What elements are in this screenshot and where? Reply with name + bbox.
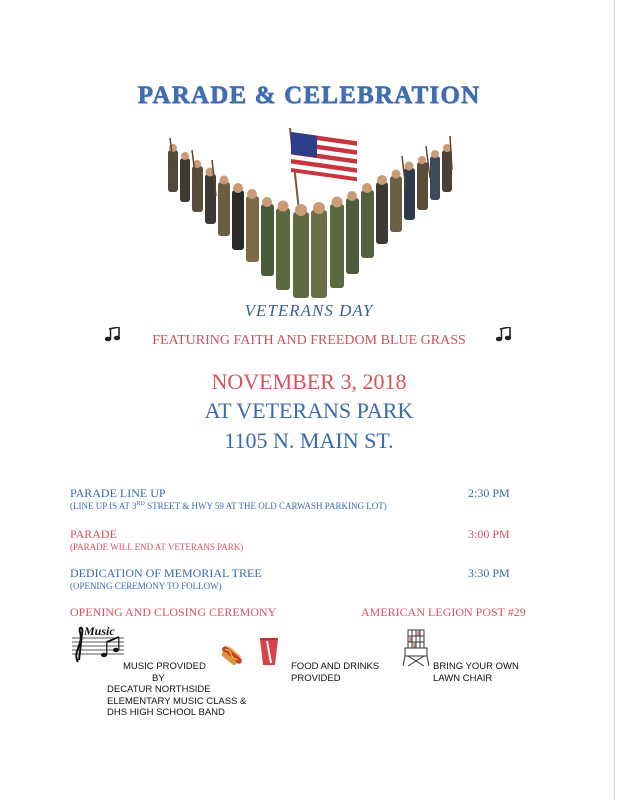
soldiers-flag-illustration bbox=[160, 120, 460, 310]
food-drinks-text: FOOD AND DRINKS PROVIDED bbox=[291, 661, 380, 684]
event-date: NOVEMBER 3, 2018 bbox=[211, 369, 407, 394]
ceremony-host: AMERICAN LEGION POST #29 bbox=[361, 605, 526, 619]
lawn-chair-icon bbox=[402, 628, 430, 668]
music-provided-text: MUSIC PROVIDED BY DECATUR NORTHSIDE ELEMENTARY MUSIC CLASS & DHS HIGH SCHOOL BAND bbox=[107, 661, 247, 718]
schedule-note-dedication: (OPENING CEREMONY TO FOLLOW) bbox=[70, 581, 222, 591]
event-venue: AT VETERANS PARK bbox=[204, 398, 414, 423]
schedule-note-lineup: (LINE UP IS AT 3RD STREET & HWY 59 AT THE OLD CARWASH PARKING LOT) bbox=[70, 501, 387, 511]
schedule-label-lineup: PARADE LINE UP bbox=[70, 486, 166, 500]
schedule-time-lineup: 2:30 PM bbox=[468, 486, 510, 500]
music-logo-icon bbox=[70, 622, 126, 666]
music-note-icon-right bbox=[494, 327, 514, 343]
schedule-note-parade: (PARADE WILL END AT VETERANS PARK) bbox=[70, 542, 244, 552]
featuring-line: FEATURING FAITH AND FREEDOM BLUE GRASS bbox=[152, 333, 466, 348]
ceremony-label: OPENING AND CLOSING CEREMONY bbox=[70, 605, 277, 619]
schedule-label-parade: PARADE bbox=[70, 527, 117, 541]
schedule-time-parade: 3:00 PM bbox=[468, 527, 510, 541]
schedule-time-dedication: 3:30 PM bbox=[468, 566, 510, 580]
flyer-title: PARADE & CELEBRATION bbox=[137, 82, 481, 109]
lawn-chair-text: BRING YOUR OWN LAWN CHAIR bbox=[433, 661, 519, 684]
music-logo-text: Music bbox=[84, 624, 115, 638]
schedule-label-dedication: DEDICATION OF MEMORIAL TREE bbox=[70, 566, 262, 580]
event-subtitle: VETERANS DAY bbox=[244, 301, 374, 320]
event-address: 1105 N. MAIN ST. bbox=[224, 428, 394, 453]
